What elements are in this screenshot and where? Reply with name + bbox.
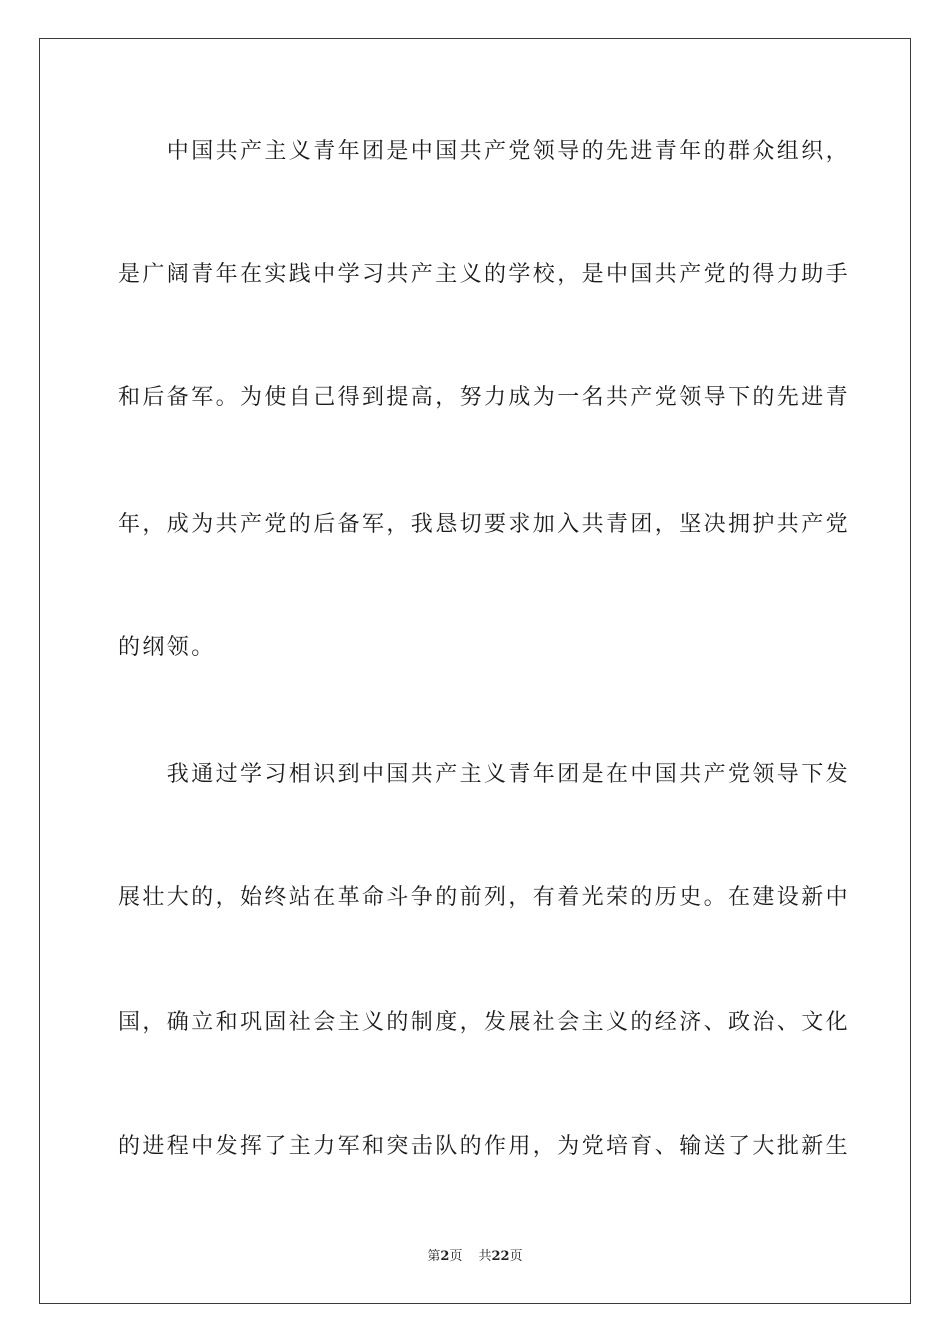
text-line: 中国共产主义青年团是中国共产党领导的先进青年的群众组织， (118, 139, 851, 164)
page-suffix: 页 (449, 1249, 463, 1264)
total-pages: 22 (491, 1249, 510, 1264)
page-number: 2 (440, 1249, 450, 1264)
text-line: 年，成为共产党的后备军，我恳切要求加入共青团，坚决拥护共产党 (118, 512, 851, 537)
text-line: 是广阔青年在实践中学习共产主义的学校，是中国共产党的得力助手 (118, 262, 851, 287)
text-line: 和后备军。为使自己得到提高，努力成为一名共产党领导下的先进青 (118, 385, 851, 410)
text-line: 展壮大的，始终站在革命斗争的前列，有着光荣的历史。在建设新中 (118, 885, 851, 910)
total-suffix: 页 (509, 1249, 523, 1264)
text-line: 国，确立和巩固社会主义的制度，发展社会主义的经济、政治、文化 (118, 1010, 851, 1035)
page-footer (0, 1248, 950, 1266)
page-border (39, 38, 911, 1304)
text-line: 我通过学习相识到中国共产主义青年团是在中国共产党领导下发 (118, 762, 851, 787)
page-prefix: 第 (427, 1249, 441, 1264)
total-prefix: 共 (478, 1249, 492, 1264)
text-line: 的纲领。 (118, 635, 216, 660)
text-line: 的进程中发挥了主力军和突击队的作用，为党培育、输送了大批新生 (118, 1134, 851, 1159)
